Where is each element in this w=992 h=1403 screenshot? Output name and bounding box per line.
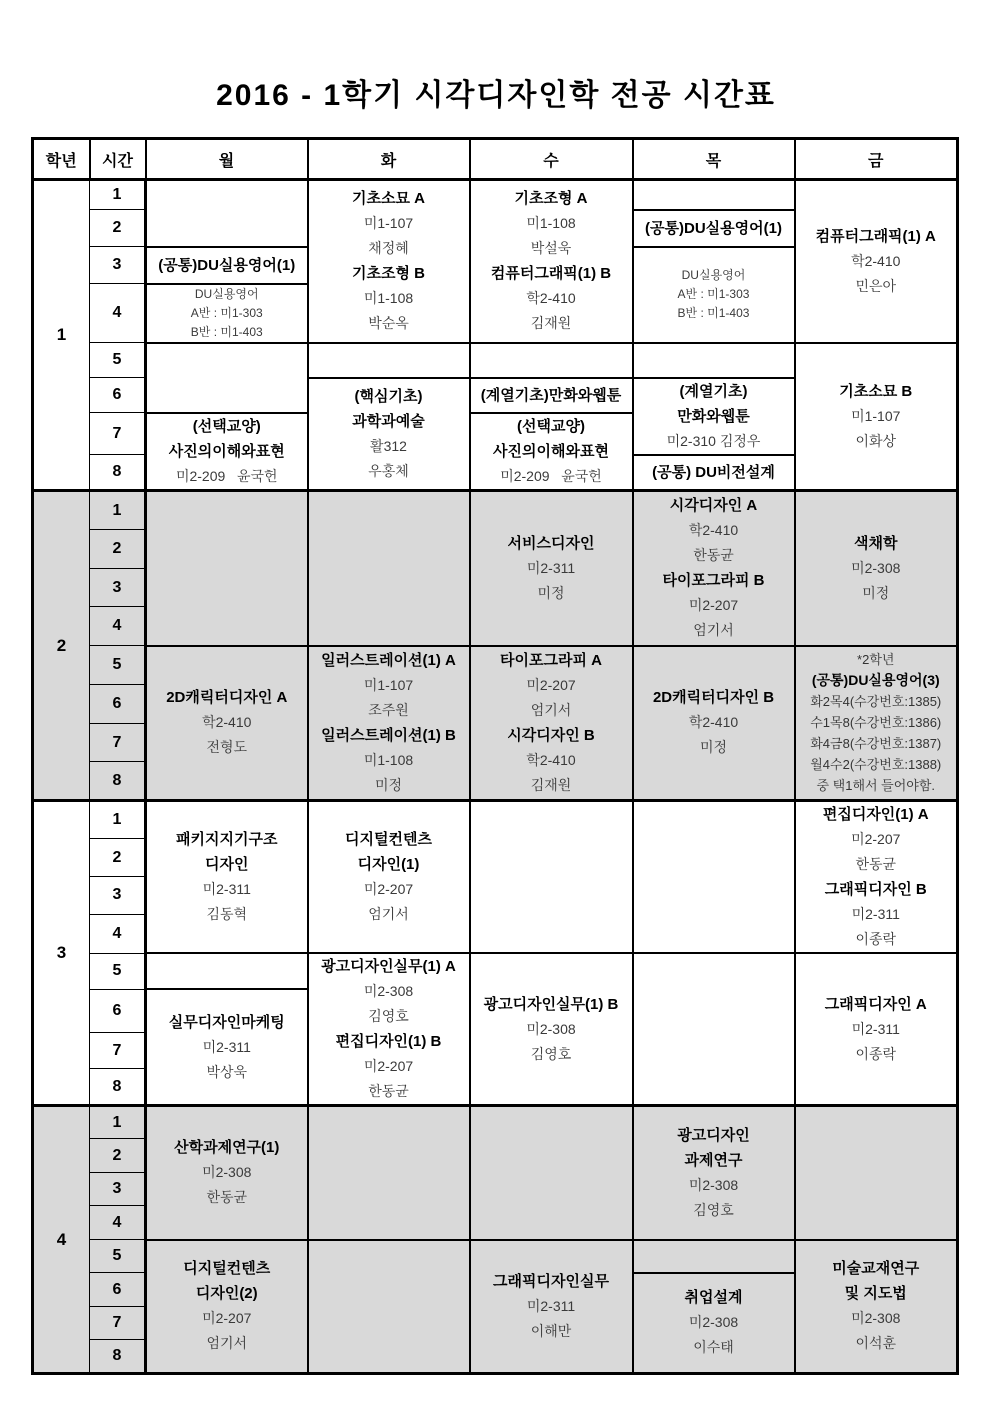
course-cell bbox=[633, 491, 795, 646]
empty-cell bbox=[470, 343, 633, 378]
course-title-line: 컴퓨터그래픽(1) A bbox=[815, 227, 936, 245]
course-title-line: 과학과예술 bbox=[352, 412, 425, 430]
course-detail-line: 학2-410 bbox=[851, 252, 901, 269]
course-detail-line: 박순옥 bbox=[368, 315, 409, 332]
time-cell: 4 bbox=[90, 284, 146, 343]
course-cell bbox=[633, 247, 795, 343]
course-detail-line: 미2-311 bbox=[202, 1038, 251, 1055]
course-detail-line: 김재원 bbox=[530, 315, 572, 332]
timetable-row bbox=[33, 801, 958, 839]
empty-cell bbox=[633, 953, 795, 1106]
time-cell: 5 bbox=[90, 343, 146, 378]
course-detail-line: 이종락 bbox=[855, 1045, 897, 1062]
time-cell: 6 bbox=[90, 685, 146, 724]
course-detail-line: 이종락 bbox=[855, 931, 897, 947]
course-title-line: 서비스디자인 bbox=[507, 534, 595, 552]
course-cell bbox=[470, 953, 633, 1106]
course-title-line: (공통)DU실용영어(1) bbox=[645, 219, 782, 237]
course-detail-line: 학2-410 bbox=[526, 751, 576, 768]
time-cell: 1 bbox=[90, 491, 146, 530]
course-detail-line: 한동균 bbox=[855, 856, 897, 872]
course-cell bbox=[146, 413, 308, 491]
course-title-line: 사진의이해와표현 bbox=[493, 442, 609, 460]
course-title-line: 디자인 bbox=[205, 856, 249, 873]
time-cell: 2 bbox=[90, 839, 146, 876]
course-detail-line: 한동균 bbox=[693, 547, 734, 564]
course-detail-line: 김영호 bbox=[693, 1201, 734, 1218]
course-title-line: 산학과제연구(1) bbox=[174, 1139, 280, 1157]
time-cell: 4 bbox=[90, 915, 146, 953]
course-title-line: 취업설계 bbox=[684, 1289, 743, 1307]
grade-cell: 3 bbox=[33, 801, 90, 1106]
time-cell: 8 bbox=[90, 455, 146, 491]
course-detail-line: 엄기서 bbox=[368, 906, 409, 922]
course-detail-line: 엄기서 bbox=[530, 701, 572, 718]
course-detail-line: 미1-108 bbox=[363, 290, 414, 307]
course-cell bbox=[146, 1106, 308, 1240]
course-cell bbox=[146, 247, 308, 284]
course-title-line: (핵심기초) bbox=[354, 387, 423, 405]
course-cell bbox=[308, 801, 470, 954]
course-cell bbox=[795, 343, 958, 491]
header-day-tue: 화 bbox=[308, 139, 470, 180]
course-detail-line: 민은아 bbox=[855, 277, 897, 294]
course-title-line: 기초조형 B bbox=[352, 265, 425, 283]
time-cell: 8 bbox=[90, 1069, 146, 1106]
course-detail-line: 미2-308 bbox=[688, 1176, 739, 1193]
time-cell: 7 bbox=[90, 413, 146, 455]
time-cell: 7 bbox=[90, 724, 146, 762]
course-cell bbox=[470, 378, 633, 413]
course-title-line: 색채학 bbox=[854, 534, 898, 552]
course-title-line: (공통)DU실용영어(3) bbox=[811, 672, 940, 689]
course-title-line: 그래픽디자인 A bbox=[824, 995, 927, 1013]
course-title-line: 디자인(1) bbox=[357, 856, 420, 873]
course-detail-line: 김영호 bbox=[368, 1008, 409, 1024]
time-cell: 1 bbox=[90, 1106, 146, 1139]
timetable-row bbox=[33, 646, 958, 685]
empty-cell bbox=[633, 1240, 795, 1273]
course-cell bbox=[470, 491, 633, 646]
course-detail-line: 학2-410 bbox=[526, 290, 576, 307]
course-detail-line: 미2-308 bbox=[688, 1314, 739, 1331]
timetable-header-row bbox=[33, 139, 958, 180]
course-cell bbox=[795, 953, 958, 1106]
course-cell bbox=[308, 180, 470, 343]
course-detail-line: 미2-311 bbox=[526, 559, 576, 576]
time-cell: 4 bbox=[90, 607, 146, 646]
course-title-line: 그래픽디자인 B bbox=[824, 881, 927, 898]
course-cell bbox=[633, 378, 795, 455]
course-detail-line: 미2-308 bbox=[526, 1020, 576, 1037]
course-title-line: 타이포그라피 B bbox=[662, 572, 765, 590]
course-title-line: 광고디자인 bbox=[677, 1126, 750, 1144]
course-detail-line: 미1-108 bbox=[526, 215, 576, 232]
course-title-line: 디자인(2) bbox=[195, 1285, 258, 1303]
course-title-line: 사진의이해와표현 bbox=[168, 442, 285, 460]
course-detail-line: 엄기서 bbox=[206, 1335, 248, 1352]
course-cell bbox=[308, 953, 470, 1106]
course-cell bbox=[633, 1106, 795, 1240]
course-cell bbox=[470, 413, 633, 491]
course-detail-line: 이해만 bbox=[530, 1322, 572, 1339]
course-title-line: 광고디자인실무(1) B bbox=[483, 995, 619, 1013]
course-cell bbox=[470, 180, 633, 343]
grade-cell: 4 bbox=[33, 1106, 90, 1374]
course-title-line: 기초소묘 A bbox=[352, 190, 425, 208]
timetable-row bbox=[33, 1106, 958, 1139]
time-cell: 8 bbox=[90, 1340, 146, 1374]
course-title-line: (계열기초) bbox=[679, 382, 748, 400]
course-detail-line: 이화상 bbox=[855, 432, 897, 449]
course-title-line: 실무디자인마케팅 bbox=[168, 1013, 285, 1031]
empty-cell bbox=[470, 1106, 633, 1240]
time-cell: 1 bbox=[90, 180, 146, 210]
course-detail-line: 미2-311 bbox=[851, 906, 900, 922]
course-detail-line: 미2-311 bbox=[202, 881, 251, 897]
course-title-line: (계열기초)만화와웹툰 bbox=[480, 386, 622, 404]
timetable-row bbox=[33, 180, 958, 210]
course-cell bbox=[795, 491, 958, 646]
course-detail-line: 전형도 bbox=[206, 739, 248, 756]
course-detail-line: 미1-107 bbox=[363, 676, 414, 693]
course-title-line: 및 지도법 bbox=[844, 1285, 907, 1303]
course-detail-line: 미2-207 bbox=[851, 831, 901, 847]
course-detail-line: 김동혁 bbox=[206, 906, 248, 922]
empty-cell bbox=[146, 343, 308, 413]
timetable bbox=[31, 137, 959, 1375]
course-title-line: (공통)DU실용영어(1) bbox=[158, 256, 296, 274]
course-title-line: 일러스트레이션(1) B bbox=[321, 726, 456, 744]
time-cell: 3 bbox=[90, 569, 146, 607]
time-cell: 7 bbox=[90, 1033, 146, 1069]
timetable-body bbox=[33, 180, 958, 1374]
course-title-line: 기초소묘 B bbox=[839, 382, 913, 400]
course-cell bbox=[795, 1240, 958, 1374]
course-cell bbox=[146, 801, 308, 954]
empty-cell bbox=[633, 343, 795, 378]
empty-cell bbox=[470, 801, 633, 954]
course-detail-line: 미2-207 bbox=[202, 1310, 252, 1327]
header-day-fri: 금 bbox=[795, 139, 958, 180]
course-detail-line: 미2-207 bbox=[526, 676, 576, 693]
course-detail-line: 미2-209 윤국헌 bbox=[175, 467, 278, 484]
course-cell bbox=[795, 646, 958, 801]
course-title-line: 편집디자인(1) A bbox=[822, 806, 929, 823]
course-title-line: 타이포그라피 A bbox=[500, 651, 602, 669]
course-detail-line: A반 : 미1-303 bbox=[677, 287, 750, 301]
course-cell bbox=[308, 646, 470, 801]
course-title-line: 시각디자인 B bbox=[507, 726, 595, 744]
empty-cell bbox=[308, 1106, 470, 1240]
course-detail-line: 미2-311 bbox=[851, 1020, 900, 1037]
course-title-line: 패키지지기구조 bbox=[176, 831, 278, 848]
course-title-line: 과제연구 bbox=[684, 1151, 743, 1169]
course-detail-line: 학2-410 bbox=[688, 714, 739, 731]
page-title: 2016 - 1학기 시각디자인학 전공 시간표 bbox=[216, 79, 776, 112]
time-cell: 5 bbox=[90, 646, 146, 685]
course-detail-line: 화2목4(수강번호:1385) bbox=[810, 694, 942, 710]
course-detail-line: 김재원 bbox=[530, 776, 572, 793]
course-detail-line: 미정 bbox=[862, 584, 890, 601]
course-detail-line: 수1목8(수강번호:1386) bbox=[810, 715, 942, 731]
course-title-line: 일러스트레이션(1) A bbox=[321, 651, 456, 669]
course-title-line: 광고디자인실무(1) A bbox=[321, 958, 456, 975]
course-detail-line: 이석훈 bbox=[855, 1335, 897, 1352]
time-cell: 2 bbox=[90, 530, 146, 569]
course-detail-line: 한동균 bbox=[368, 1083, 409, 1099]
course-detail-line: 박상욱 bbox=[206, 1063, 248, 1080]
course-detail-line: 화4금8(수강번호:1387) bbox=[810, 736, 942, 752]
course-cell bbox=[795, 801, 958, 954]
course-detail-line: 미2-311 bbox=[526, 1297, 576, 1314]
time-cell: 5 bbox=[90, 1240, 146, 1273]
course-detail-line: 학2-410 bbox=[688, 522, 739, 539]
course-title-line: 만화와웹툰 bbox=[677, 407, 750, 425]
time-cell: 3 bbox=[90, 876, 146, 914]
course-cell bbox=[470, 1240, 633, 1374]
course-title-line: (공통) DU비전설계 bbox=[652, 463, 775, 481]
course-detail-line: 미정 bbox=[699, 739, 728, 756]
course-cell bbox=[470, 646, 633, 801]
time-cell: 3 bbox=[90, 247, 146, 284]
course-title-line: 컴퓨터그래픽(1) B bbox=[490, 265, 612, 283]
course-cell bbox=[146, 646, 308, 801]
time-cell: 6 bbox=[90, 378, 146, 413]
course-detail-line: 한동균 bbox=[206, 1189, 248, 1206]
course-cell bbox=[633, 210, 795, 247]
course-cell bbox=[633, 1273, 795, 1374]
course-cell bbox=[795, 180, 958, 343]
time-cell: 4 bbox=[90, 1206, 146, 1240]
course-detail-line: 엄기서 bbox=[693, 622, 734, 639]
course-cell bbox=[146, 1240, 308, 1374]
empty-cell bbox=[146, 180, 308, 247]
course-detail-line: 박설욱 bbox=[530, 240, 572, 257]
course-title-line: 시각디자인 A bbox=[669, 497, 758, 515]
timetable-row bbox=[33, 1240, 958, 1273]
course-title-line: 디지털컨텐츠 bbox=[183, 1260, 271, 1278]
time-cell: 1 bbox=[90, 801, 146, 839]
grade-cell: 1 bbox=[33, 180, 90, 491]
course-detail-line: 미2-310 김정우 bbox=[666, 432, 761, 449]
course-title-line: 2D캐릭터디자인 B bbox=[652, 689, 775, 707]
course-title-line: 2D캐릭터디자인 A bbox=[166, 689, 288, 707]
time-cell: 6 bbox=[90, 989, 146, 1033]
course-title-line: 미술교재연구 bbox=[832, 1260, 920, 1278]
course-detail-line: B반 : 미1-403 bbox=[190, 324, 263, 339]
course-title-line: (선택교양) bbox=[192, 417, 261, 435]
course-detail-line: DU실용영어 bbox=[681, 268, 746, 282]
course-title-line: 디지털컨텐츠 bbox=[345, 831, 432, 848]
time-cell: 5 bbox=[90, 953, 146, 989]
course-detail-line: 채정혜 bbox=[368, 240, 409, 257]
course-detail-line: B반 : 미1-403 bbox=[677, 306, 750, 320]
header-time: 시간 bbox=[90, 139, 146, 180]
time-cell: 8 bbox=[90, 762, 146, 801]
timetable-row bbox=[33, 343, 958, 378]
course-title-line: 그래픽디자인실무 bbox=[493, 1272, 609, 1290]
grade-cell: 2 bbox=[33, 491, 90, 801]
course-cell bbox=[633, 455, 795, 491]
time-cell: 2 bbox=[90, 210, 146, 247]
course-cell bbox=[146, 284, 308, 343]
course-detail-line: 이수태 bbox=[693, 1339, 734, 1356]
empty-cell bbox=[308, 343, 470, 378]
empty-cell bbox=[146, 953, 308, 989]
course-detail-line: 조주원 bbox=[368, 701, 409, 718]
header-day-thu: 목 bbox=[633, 139, 795, 180]
empty-cell bbox=[633, 801, 795, 954]
course-title-line: (선택교양) bbox=[517, 417, 585, 435]
course-detail-line: 미2-308 bbox=[363, 983, 414, 999]
course-detail-line: 미2-209 윤국헌 bbox=[500, 467, 602, 484]
timetable-row bbox=[33, 953, 958, 989]
time-cell: 7 bbox=[90, 1307, 146, 1340]
course-detail-line: 김영호 bbox=[530, 1045, 572, 1062]
time-cell: 6 bbox=[90, 1273, 146, 1307]
time-cell: 2 bbox=[90, 1139, 146, 1173]
course-detail-line: A반 : 미1-303 bbox=[190, 305, 263, 320]
course-detail-line: 미2-308 bbox=[851, 1310, 901, 1327]
course-title-line: 기초조형 A bbox=[514, 190, 588, 208]
course-detail-line: 미1-107 bbox=[851, 407, 901, 424]
empty-cell bbox=[795, 1106, 958, 1240]
course-title-line: 편집디자인(1) B bbox=[335, 1033, 442, 1050]
course-detail-line: 미2-207 bbox=[363, 881, 414, 897]
empty-cell bbox=[633, 180, 795, 210]
course-detail-line: 미정 bbox=[537, 584, 565, 601]
course-detail-line: 학2-410 bbox=[202, 714, 252, 731]
course-detail-line: 미1-108 bbox=[363, 751, 414, 768]
course-detail-line: 우홍체 bbox=[368, 462, 409, 479]
course-detail-line: 미2-207 bbox=[688, 597, 739, 614]
course-detail-line: DU실용영어 bbox=[194, 286, 259, 301]
timetable-row bbox=[33, 491, 958, 530]
course-detail-line: 미정 bbox=[374, 776, 403, 793]
course-detail-line: 활312 bbox=[370, 437, 407, 454]
empty-cell bbox=[308, 491, 470, 646]
empty-cell bbox=[146, 491, 308, 646]
course-detail-line: 월4수2(수강번호:1388) bbox=[810, 757, 942, 773]
course-detail-line: *2학년 bbox=[857, 652, 895, 668]
course-detail-line: 중 택1해서 들어야함. bbox=[816, 778, 936, 794]
course-detail-line: 미1-107 bbox=[363, 215, 414, 232]
course-cell bbox=[308, 378, 470, 491]
time-cell: 3 bbox=[90, 1173, 146, 1206]
header-day-wed: 수 bbox=[470, 139, 633, 180]
empty-cell bbox=[308, 1240, 470, 1374]
header-grade: 학년 bbox=[33, 139, 90, 180]
course-detail-line: 미2-207 bbox=[363, 1058, 414, 1074]
course-detail-line: 미2-308 bbox=[851, 559, 901, 576]
course-cell bbox=[633, 646, 795, 801]
header-day-mon: 월 bbox=[146, 139, 308, 180]
course-cell bbox=[146, 989, 308, 1106]
course-detail-line: 미2-308 bbox=[202, 1164, 252, 1181]
